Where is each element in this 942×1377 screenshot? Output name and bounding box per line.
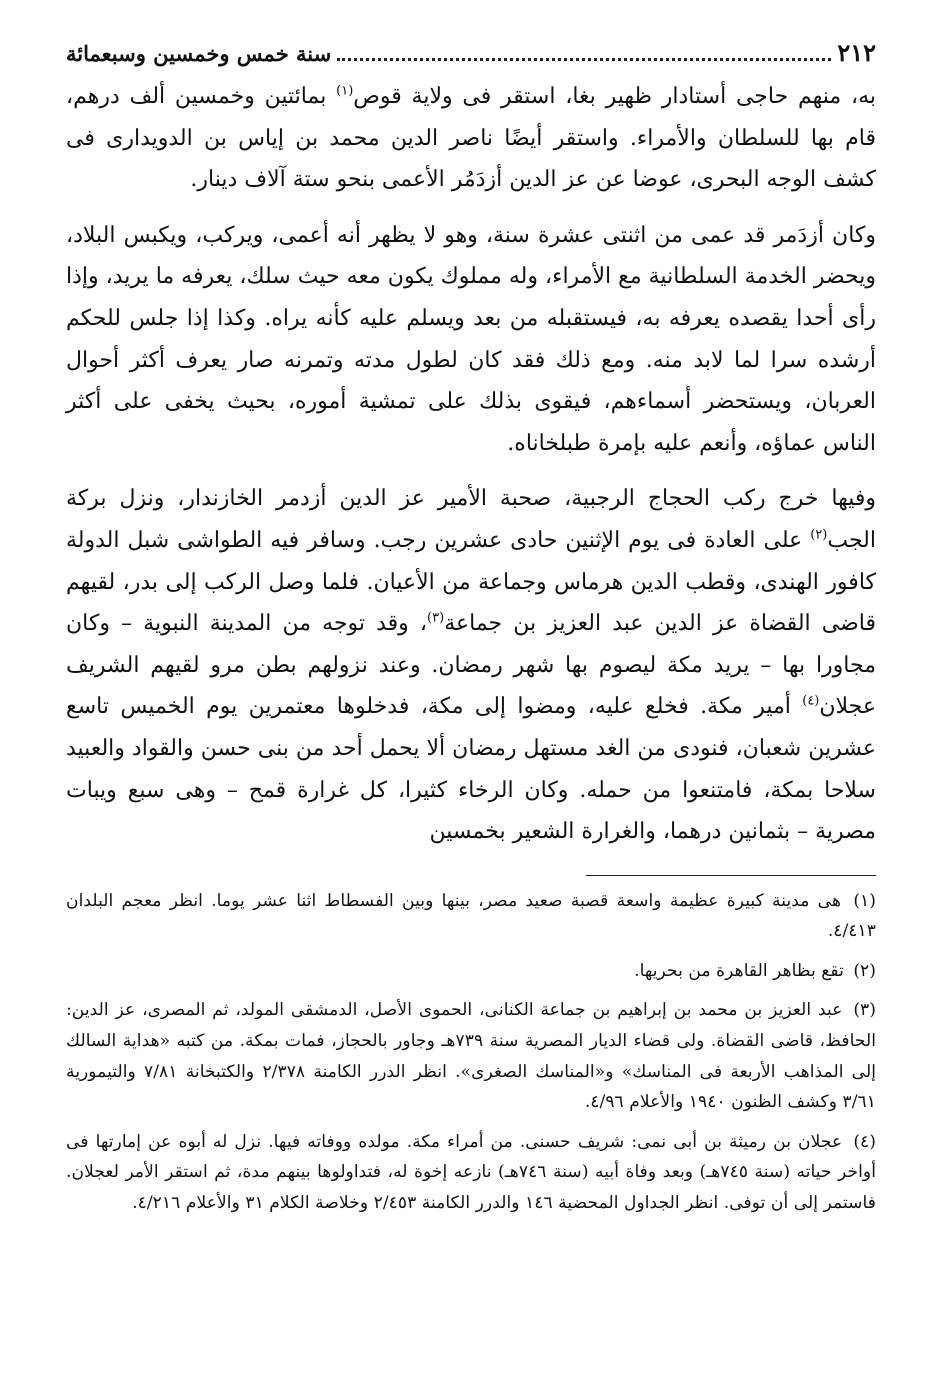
paragraph-3-part-d: أمير مكة. فخلع عليه، ومضوا إلى مكة، فدخلوها معتمرين يوم الخميس تاسع عشرين شعبان، فنودى من الغد مستهل رمضان ألا يحمل أحد من بنى حسن والقواد والعبيد سلاحا بمكة، فامتنعوا من حمله. وكان الرخاء كثيرا، كل غرارة قمح – وهى سبع ويبات مصرية – بثمانين درهما، والغرارة الشعير بخمسين xyxy=(66,694,876,845)
paragraph-1-part-a: به، منهم حاجى أستادار ظهير بغا، استقر فى ولاية قوص xyxy=(353,84,876,109)
footnote-separator xyxy=(586,875,876,876)
footnote-3 xyxy=(66,995,876,1117)
paragraph-1 xyxy=(66,76,876,201)
footnote-text: هى مدينة كبيرة عظيمة واسعة قصبة صعيد مصر، بينها وبين الفسطاط اثنا عشر يوما. انظر معجم البلدان ٤/٤١٣. xyxy=(66,890,876,942)
page-number: ٢١٢ xyxy=(837,38,876,67)
paragraph-1-part-b: بمائتين وخمسين ألف درهم، قام بها للسلطان والأمراء. واستقر أيضًا ناصر الدين محمد بن إياس بن الدويدارى فى كشف الوجه البحرى، عوضا عن عز الدين أزدَمُر الأعمى بنحو ستة آلاف دينار. xyxy=(66,84,876,193)
footnote-number: (٤) xyxy=(853,1131,876,1152)
header-leader-dots xyxy=(337,32,831,61)
footnote-ref-1[interactable]: (١) xyxy=(336,83,354,99)
paragraph-3-part-c: ، وقد توجه من المدينة النبوية – وكان مجاورا بها – يريد مكة ليصوم بها شهر رمضان. وعند نزولهم بطن مرو لقيهم الشريف عجلان xyxy=(66,611,876,720)
footnote-text: تقع بظاهر القاهرة من بحريها. xyxy=(634,960,844,981)
footnote-number: (١) xyxy=(853,890,876,911)
footnote-ref-2[interactable]: (٢) xyxy=(810,527,828,543)
footnote-text: عجلان بن رميثة بن أبى نمى: شريف حسنى. من أمراء مكة. مولده ووفاته فيها. نزل له أبوه عن إمارتها فى أواخر حياته (سنة ٧٤٥هـ) وبعد وفاة أبيه (سنة ٧٤٦هـ) نازعه إخوة له، فتداولوها بينهم مدة، ثم استقر الأمر لعجلان. فاستمر إلى أن توفى. انظر الجداول المحضية ١٤٦ والدرر الكامنة ٢/٤٥٣ وخلاصة الكلام ٣١ والأعلام ٤/٢١٦. xyxy=(66,1131,876,1214)
paragraph-3-part-b: على العادة فى يوم الإثنين حادى عشرين رجب. وسافر فيه الطواشى شبل الدولة كافور الهندى، وقطب الدين هرماس وجماعة من الأعيان. فلما وصل الركب إلى بدر، لقيهم قاضى القضاة عز الدين عبد العزيز بن جماعة xyxy=(66,527,876,637)
running-title: سنة خمس وخمسين وسبعمائة xyxy=(66,41,332,66)
footnote-4 xyxy=(66,1127,876,1219)
main-text xyxy=(66,76,876,853)
footnote-text: عبد العزيز بن محمد بن إبراهيم بن جماعة الكنانى، الحموى الأصل، الدمشقى المولد، ثم المصرى، عز الدين: الحافظ، قاضى القضاة. ولى قضاء الديار المصرية سنة ٧٣٩هـ وجاور بالحجاز، فمات بمكة. من كتبه «هداية السالك إلى المذاهب الأربعة فى المناسك» و«المناسك الصغرى». انظر الدرر الكامنة ٢/٣٧٨ والكتبخانة ٧/٨١ والتيمورية ٣/٦١ وكشف الظنون ١٩٤٠ والأعلام ٤/٩٦. xyxy=(66,1000,877,1113)
footnote-1 xyxy=(66,886,876,947)
paragraph-2: وكان أزدَمر قد عمى من اثنتى عشرة سنة، وهو لا يظهر أنه أعمى، ويركب، ويكبس البلاد، ويحضر الخدمة السلطانية مع الأمراء، وله مملوك يكون معه حيث سلك، يعرفه ما يريد، وإذا رأى أحدا يقصده يعرفه به، فيستقبله من بعد ويسلم عليه كأنه يراه. وكذا إذا جلس للحكم أرشده سرا لما لابد منه. ومع ذلك فقد كان لطول مدته وتمرنه صار يعرف أكثر أحوال العربان، ويستحضر أسماءهم، فيقوى بذلك على تمشية أموره، بحيث يخفى على أكثر الناس عماؤه، وأنعم عليه بإمرة طبلخاناه. xyxy=(66,222,877,456)
footnote-number: (٣) xyxy=(853,1000,876,1021)
footnote-2 xyxy=(66,956,876,987)
page-header xyxy=(66,30,876,76)
footnote-ref-3[interactable]: (٣) xyxy=(427,610,445,626)
paragraph-3-part-a: وفيها خرج ركب الحجاج الرجبية، صحبة الأمير عز الدين أزدمر الخازندار، ونزل بركة الجب xyxy=(66,486,876,553)
document-page xyxy=(66,30,876,1228)
footnote-number: (٢) xyxy=(853,960,876,981)
footnotes xyxy=(66,886,876,1219)
paragraph-3 xyxy=(66,478,876,852)
footnote-ref-4[interactable]: (٤) xyxy=(802,693,820,709)
